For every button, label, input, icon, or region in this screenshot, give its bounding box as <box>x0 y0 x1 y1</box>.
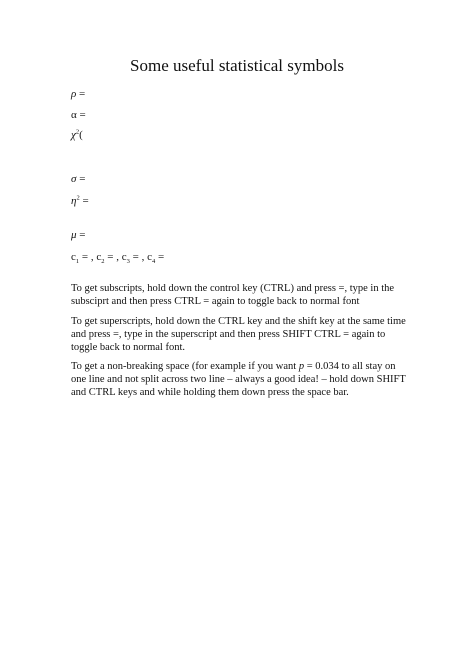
mu-equals: = <box>76 229 86 241</box>
alpha-equals: = <box>76 109 86 121</box>
c2-term <box>96 251 122 266</box>
c4-term <box>147 251 165 266</box>
nbsp-text-before: To get a non-breaking space (for example if you want <box>71 361 299 372</box>
rho-line <box>71 88 85 101</box>
sigma-symbol: σ <box>71 173 77 185</box>
c3-rest: = , <box>129 251 148 263</box>
eta-symbol: η <box>71 195 77 207</box>
alpha-line <box>71 109 86 122</box>
superscripts-paragraph: To get superscripts, hold down the CTRL key and the shift key at the same time and press =, type in the superscript and then press SHIFT CTRL = again to toggle back to normal font. <box>71 316 406 354</box>
rho-symbol: ρ <box>71 88 77 100</box>
alpha-symbol: α <box>71 109 77 121</box>
c1-term <box>71 251 97 266</box>
rho-equals: = <box>76 88 86 100</box>
sigma-line <box>71 173 85 186</box>
nbsp-text-after: = 0.034 to all stay on one line and not split across two line – always a good idea! – hold down SHIFT and CTRL keys and while holding them down press the space bar. <box>71 361 406 399</box>
eta-line <box>71 195 89 208</box>
c3-term <box>121 251 148 266</box>
mu-symbol: μ <box>71 229 77 241</box>
c2-subscript: 2 <box>101 258 105 266</box>
chi-paren: ( <box>79 129 83 141</box>
nbsp-p-variable: p <box>298 361 305 372</box>
c1-rest: = , <box>79 251 97 263</box>
c2-letter: c <box>96 251 102 263</box>
subscripts-paragraph: To get subscripts, hold down the control key (CTRL) and press =, type in the subsciprt and then press CTRL = again to toggle back to normal font <box>71 283 395 308</box>
page-title: Some useful statistical symbols <box>130 56 344 75</box>
c2-rest: = , <box>104 251 122 263</box>
c3-subscript: 3 <box>126 258 130 266</box>
c3-letter: c <box>121 251 127 263</box>
c4-subscript: 4 <box>151 258 156 266</box>
c-values-line <box>71 251 164 264</box>
chi-symbol: χ <box>71 129 76 141</box>
eta-equals: = <box>79 195 89 207</box>
nbsp-paragraph <box>71 360 411 400</box>
sigma-equals: = <box>76 173 86 185</box>
c4-rest: = <box>155 251 165 263</box>
c1-subscript: 1 <box>75 258 80 266</box>
eta-superscript: 2 <box>76 194 80 202</box>
c1-letter: c <box>71 251 76 263</box>
c4-letter: c <box>147 251 152 263</box>
chi-line <box>71 129 83 142</box>
mu-line <box>71 229 86 242</box>
chi-superscript: 2 <box>75 128 80 136</box>
